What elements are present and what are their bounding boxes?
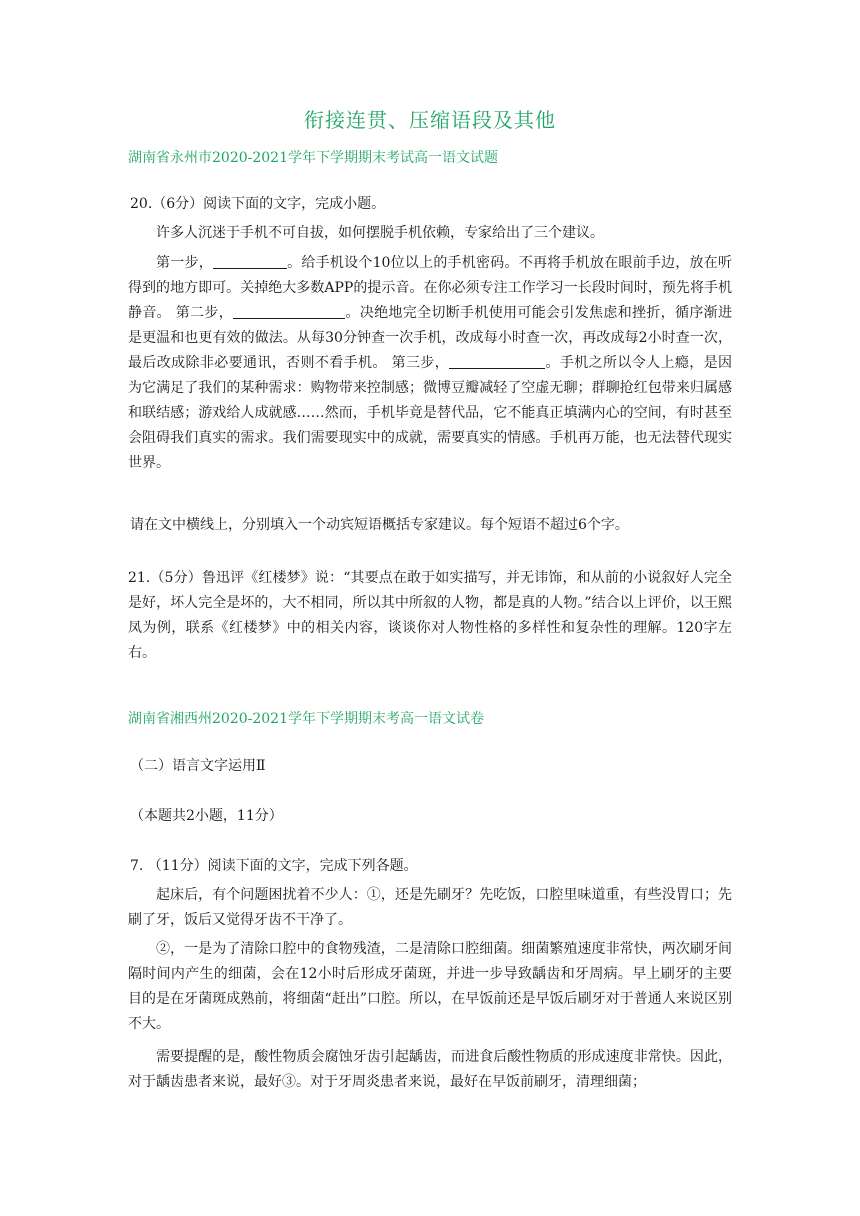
question-20-head: 20.（6分）阅读下面的文字，完成小题。: [130, 196, 386, 212]
section-source-xiangxi: 湖南省湘西州2020-2021学年下学期期末考高一语文试卷: [128, 711, 484, 727]
question-7-paragraph-2: ②，一是为了清除口腔中的食物残渣，二是清除口腔细菌。细菌繁殖速度非常快，两次刷牙间隔时间内产生的细菌，会在12小时后形成牙菌斑，并进一步导致龋齿和牙周病。早上刷牙的主要目的是在牙菌斑成熟前，将细菌“赶出”口腔。所以，在早饭前还是早饭后刷牙对于普通人来说区别不大。: [128, 941, 732, 1032]
passage-step1-text: 。给手机设个10位以上的手机密码。不再将手机放在眼前手边，放在听得到的地方即可。关掉绝大多数APP的提示音。在你必须专注工作学习一长段时间时，预先将手机静音。 第二步，: [128, 255, 732, 321]
passage-step2-text: 。决绝地完全切断手机使用可能会引发焦虑和挫折，循序渐进是更温和也更有效的做法。从每30分钟查一次手机，改成每小时查一次，再改成每2小时查一次，最后改成除非必要通讯，否则不看手机。 第三步，: [128, 305, 732, 371]
question-20-instruction: 请在文中横线上，分别填入一个动宾短语概括专家建议。每个短语不超过6个字。: [130, 517, 629, 533]
question-21: 21.（5分）鲁迅评《红楼梦》说：“其要点在敢于如实描写，并无讳饰，和从前的小说叙好人完全是好，坏人完全是坏的，大不相同，所以其中所叙的人物，都是真的人物。”结合以上评价，以王熙凤为例，联系《红楼梦》中的相关内容，谈谈你对人物性格的多样性和复杂性的理解。120字左右。: [128, 570, 732, 661]
question-20-intro: 许多人沉迷于手机不可自拔，如何摆脱手机依赖，专家给出了三个建议。: [156, 225, 604, 241]
answer-blank-1[interactable]: [213, 254, 287, 269]
question-20-passage: [128, 251, 732, 476]
section-source-yongzhou: 湖南省永州市2020-2021学年下学期期末考试高一语文试题: [128, 150, 498, 166]
passage-step1-label: 第一步，: [156, 255, 213, 271]
page-title: 衔接连贯、压缩语段及其他: [304, 108, 556, 132]
question-7-paragraph-3: 需要提醒的是，酸性物质会腐蚀牙齿引起龋齿，而进食后酸性物质的形成速度非常快。因此，对于龋齿患者来说，最好③。对于牙周炎患者来说，最好在早饭前刷牙，清理细菌；: [128, 1049, 732, 1090]
question-7-head: 7. （11分）阅读下面的文字，完成下列各题。: [130, 858, 418, 874]
part-note: （本题共2小题，11分）: [130, 808, 283, 824]
answer-blank-2[interactable]: [233, 304, 345, 319]
passage-step3-text: 。手机之所以令人上瘾，是因为它满足了我们的某种需求：购物带来控制感；微博豆瓣减轻了空虚无聊；群聊抢红包带来归属感和联结感；游戏给人成就感……然而，手机毕竟是替代品，它不能真正填满内心的空间，有时甚至会阻碍我们真实的需求。我们需要现实中的成就，需要真实的情感。手机再万能，也无法替代现实世界。: [128, 355, 733, 471]
question-7-paragraph-1: 起床后，有个问题困扰着不少人：①，还是先刷牙？先吃饭，口腔里味道重，有些没胃口；先刷了牙，饭后又觉得牙齿不干净了。: [128, 887, 732, 928]
part-heading: （二）语言文字运用Ⅱ: [130, 758, 266, 774]
answer-blank-3[interactable]: [449, 354, 545, 369]
